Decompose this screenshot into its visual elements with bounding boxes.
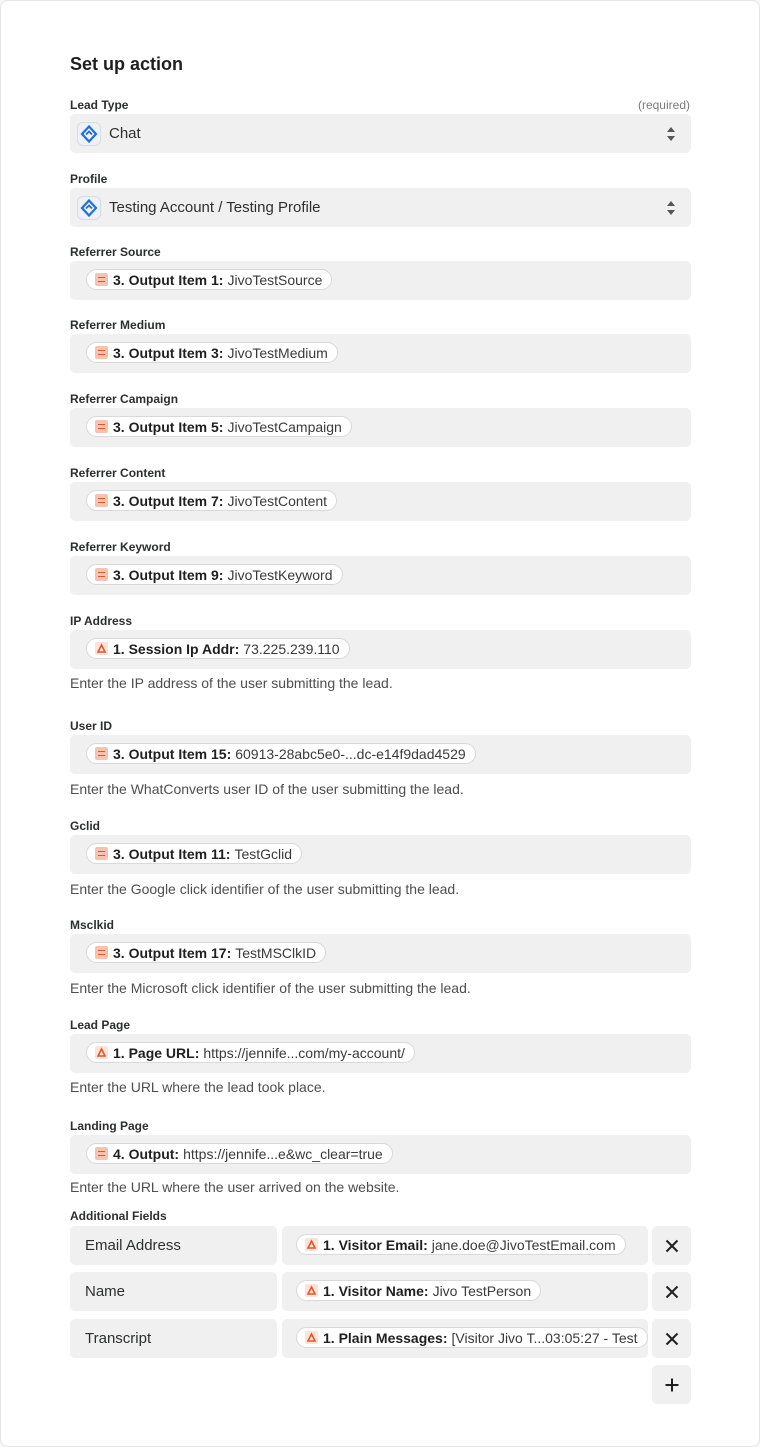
additional-field-key[interactable] [70, 1272, 277, 1311]
pill-key: 3. Output Item 1: [113, 271, 224, 288]
list-step-icon [95, 1147, 108, 1160]
plus-icon [664, 1377, 680, 1393]
pill-value: 73.225.239.110 [243, 640, 340, 657]
required-marker: (required) [637, 98, 690, 112]
close-icon [665, 1285, 679, 1299]
lead-type-label: Lead Type [70, 98, 129, 112]
additional-field-key-text: Name [85, 1283, 126, 1300]
profile-select[interactable] [70, 188, 691, 227]
mapped-value-pill[interactable] [86, 342, 338, 363]
mapped-value-pill[interactable] [86, 490, 337, 511]
app-logo-icon [77, 196, 101, 220]
mapped-value-pill[interactable] [86, 638, 350, 659]
pill-key: 1. Session Ip Addr: [113, 640, 240, 657]
referrer-medium-label: Referrer Medium [70, 318, 166, 332]
additional-field-key[interactable] [70, 1226, 277, 1265]
additional-fields-label: Additional Fields [70, 1209, 167, 1223]
remove-field-button[interactable] [652, 1319, 691, 1358]
ip-address-label: IP Address [70, 614, 133, 628]
mapped-value-pill[interactable] [86, 843, 302, 864]
pill-value: [Visitor Jivo T...03:05:27 - Test [451, 1329, 638, 1346]
referrer-source-field[interactable] [70, 261, 691, 300]
close-icon [665, 1332, 679, 1346]
additional-field-value[interactable] [282, 1226, 648, 1265]
gclid-help: Enter the Google click identifier of the user submitting the lead. [70, 881, 460, 897]
jivo-step-icon [305, 1284, 318, 1297]
list-step-icon [95, 420, 108, 433]
referrer-campaign-field[interactable] [70, 408, 691, 447]
additional-field-key-text: Email Address [85, 1237, 181, 1254]
lead-type-select[interactable] [70, 114, 691, 153]
add-field-button[interactable] [652, 1365, 691, 1404]
referrer-content-field[interactable] [70, 482, 691, 521]
mapped-value-pill[interactable] [86, 1143, 393, 1164]
referrer-campaign-label: Referrer Campaign [70, 392, 179, 406]
pill-value: jane.doe@JivoTestEmail.com [431, 1236, 616, 1253]
list-step-icon [95, 568, 108, 581]
msclkid-field[interactable] [70, 934, 691, 973]
pill-key: 3. Output Item 17: [113, 944, 232, 961]
pill-key: 1. Plain Messages: [323, 1329, 448, 1346]
jivo-step-icon [305, 1238, 318, 1251]
additional-field-value[interactable] [282, 1319, 648, 1358]
pill-key: 3. Output Item 3: [113, 344, 224, 361]
app-logo-icon [77, 122, 101, 146]
pill-value: TestGclid [234, 845, 293, 862]
jivo-step-icon [305, 1331, 318, 1344]
gclid-field[interactable] [70, 835, 691, 874]
user-id-help: Enter the WhatConverts user ID of the user submitting the lead. [70, 781, 464, 797]
pill-value: JivoTestMedium [227, 344, 328, 361]
pill-value: https://jennife...e&wc_clear=true [183, 1145, 383, 1162]
pill-key: 3. Output Item 7: [113, 492, 224, 509]
gclid-label: Gclid [70, 819, 101, 833]
pill-key: 1. Visitor Name: [323, 1282, 429, 1299]
jivo-step-icon [95, 1046, 108, 1059]
user-id-field[interactable] [70, 735, 691, 774]
pill-key: 3. Output Item 9: [113, 566, 224, 583]
referrer-keyword-label: Referrer Keyword [70, 540, 171, 554]
additional-field-key[interactable] [70, 1319, 277, 1358]
referrer-content-label: Referrer Content [70, 466, 166, 480]
referrer-keyword-field[interactable] [70, 556, 691, 595]
pill-key: 3. Output Item 5: [113, 418, 224, 435]
pill-value: TestMSClkID [235, 944, 317, 961]
pill-key: 1. Page URL: [113, 1044, 200, 1061]
list-step-icon [95, 494, 108, 507]
list-step-icon [95, 273, 108, 286]
pill-value: JivoTestKeyword [227, 566, 333, 583]
referrer-source-label: Referrer Source [70, 245, 161, 259]
profile-label: Profile [70, 172, 108, 186]
mapped-value-pill[interactable] [86, 416, 352, 437]
lead-page-label: Lead Page [70, 1018, 131, 1032]
list-step-icon [95, 747, 108, 760]
jivo-step-icon [95, 642, 108, 655]
pill-value: JivoTestContent [227, 492, 328, 509]
list-step-icon [95, 946, 108, 959]
ip-address-field[interactable] [70, 630, 691, 669]
pill-key: 4. Output: [113, 1145, 180, 1162]
pill-value: https://jennife...com/my-account/ [203, 1044, 405, 1061]
pill-value: JivoTestCampaign [227, 418, 342, 435]
mapped-value-pill[interactable] [86, 269, 332, 290]
referrer-medium-field[interactable] [70, 334, 691, 373]
lead-type-value: Chat [109, 125, 141, 142]
mapped-value-pill[interactable] [296, 1234, 626, 1255]
list-step-icon [95, 346, 108, 359]
pill-key: 3. Output Item 15: [113, 745, 232, 762]
mapped-value-pill[interactable] [296, 1280, 541, 1301]
panel-title: Set up action [70, 54, 184, 74]
mapped-value-pill[interactable] [86, 743, 476, 764]
select-arrows-icon [665, 199, 677, 217]
user-id-label: User ID [70, 719, 113, 733]
additional-field-key-text: Transcript [85, 1330, 152, 1347]
remove-field-button[interactable] [652, 1226, 691, 1265]
pill-key: 1. Visitor Email: [323, 1236, 428, 1253]
pill-value: JivoTestSource [227, 271, 323, 288]
lead-page-help: Enter the URL where the lead took place. [70, 1079, 326, 1095]
pill-key: 3. Output Item 11: [113, 845, 231, 862]
pill-value: Jivo TestPerson [432, 1282, 532, 1299]
mapped-value-pill[interactable] [86, 564, 343, 585]
profile-value: Testing Account / Testing Profile [109, 199, 321, 216]
pill-value: 60913-28abc5e0-...dc-e14f9dad4529 [235, 745, 466, 762]
select-arrows-icon [665, 125, 677, 143]
landing-page-help: Enter the URL where the user arrived on the website. [70, 1179, 400, 1195]
mapped-value-pill[interactable] [86, 942, 326, 963]
lead-page-field[interactable] [70, 1034, 691, 1073]
mapped-value-pill[interactable] [86, 1042, 415, 1063]
mapped-value-pill[interactable] [296, 1327, 648, 1348]
remove-field-button[interactable] [652, 1272, 691, 1311]
ip-address-help: Enter the IP address of the user submitting the lead. [70, 675, 393, 691]
landing-page-field[interactable] [70, 1135, 691, 1174]
close-icon [665, 1239, 679, 1253]
msclkid-help: Enter the Microsoft click identifier of the user submitting the lead. [70, 980, 471, 996]
additional-field-value[interactable] [282, 1272, 648, 1311]
msclkid-label: Msclkid [70, 918, 115, 932]
landing-page-label: Landing Page [70, 1119, 149, 1133]
list-step-icon [95, 847, 108, 860]
